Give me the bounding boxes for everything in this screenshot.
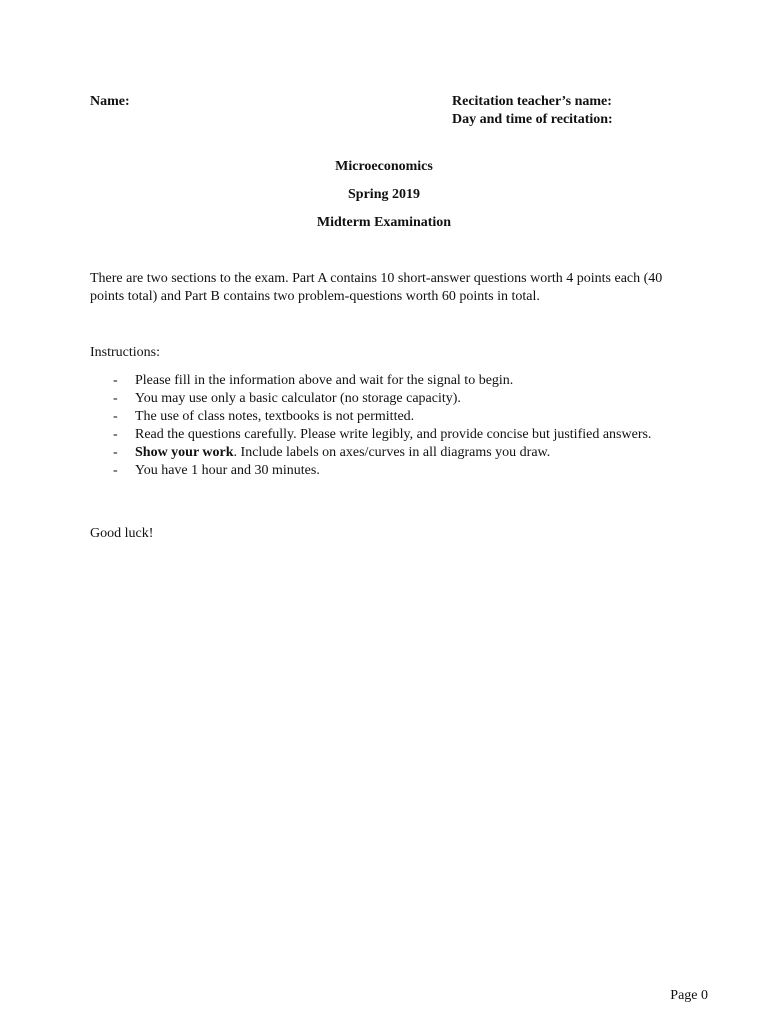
instruction-text: The use of class notes, textbooks is not permitted. <box>135 409 415 424</box>
instruction-item <box>90 390 670 408</box>
list-dash: - <box>113 373 118 388</box>
name-label: Name: <box>90 94 130 109</box>
header-left <box>90 93 130 111</box>
instruction-item <box>90 372 670 390</box>
title-block <box>0 158 768 242</box>
instruction-text: Please fill in the information above and wait for the signal to begin. <box>135 373 514 388</box>
list-dash: - <box>113 391 118 406</box>
instruction-bold-text: Show your work <box>135 445 234 460</box>
instruction-item <box>90 426 670 444</box>
page-number: Page 0 <box>670 988 708 1003</box>
list-dash: - <box>113 463 118 478</box>
instruction-item <box>90 444 670 462</box>
instructions-label: Instructions: <box>90 345 160 360</box>
course-title: Microeconomics <box>335 159 433 174</box>
instructions-list <box>90 372 670 480</box>
header-right <box>452 93 613 129</box>
closing-text: Good luck! <box>90 526 154 541</box>
instruction-text: Read the questions carefully. Please write legibly, and provide concise but justified answers. <box>135 427 652 442</box>
exam-title: Midterm Examination <box>316 215 452 230</box>
intro-paragraph: There are two sections to the exam. Part A contains 10 short-answer questions worth 4 points each (40 points total) and Part B contains two problem-questions worth 60 points in total. <box>90 271 663 304</box>
recitation-teacher-label: Recitation teacher’s name: <box>452 94 612 109</box>
list-dash: - <box>113 445 118 460</box>
instruction-item <box>90 408 670 426</box>
instruction-text: You may use only a basic calculator (no storage capacity). <box>135 391 461 406</box>
instruction-text: . Include labels on axes/curves in all diagrams you draw. <box>233 445 551 460</box>
instruction-item <box>90 462 670 480</box>
instruction-text: You have 1 hour and 30 minutes. <box>135 463 320 478</box>
term-title: Spring 2019 <box>348 187 420 202</box>
list-dash: - <box>113 409 118 424</box>
recitation-time-label: Day and time of recitation: <box>452 112 613 127</box>
list-dash: - <box>113 427 118 442</box>
